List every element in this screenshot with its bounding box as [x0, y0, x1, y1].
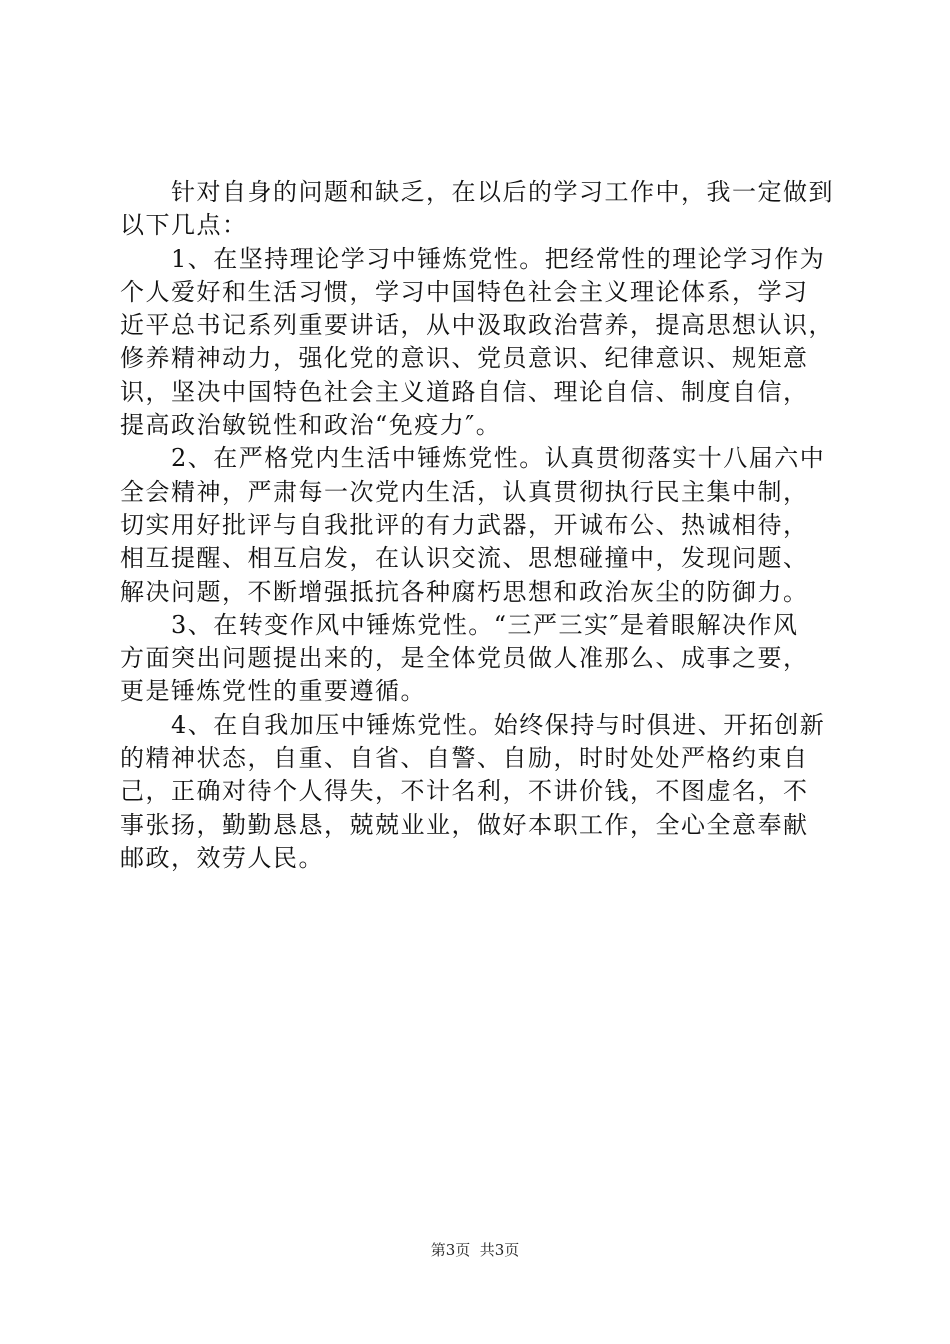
text-line: 相互提醒、相互启发，在认识交流、思想碰撞中，发现问题、: [120, 544, 809, 573]
text-line: 邮政，效劳人民。: [120, 843, 324, 872]
text-line: 修养精神动力，强化党的意识、党员意识、纪律意识、规矩意: [120, 344, 809, 373]
text-line: 己，正确对待个人得失，不计名利，不讲价钱，不图虚名，不: [120, 777, 809, 806]
text-line: 解决问题，不断增强抵抗各种腐朽思想和政治灰尘的防御力。: [120, 577, 809, 606]
text-line: 方面突出问题提出来的，是全体党员做人准那么、成事之要，: [120, 644, 809, 673]
text-line: 近平总书记系列重要讲话，从中汲取政治营养，提高思想认识，: [120, 311, 834, 340]
text-line: 个人爱好和生活习惯，学习中国特色社会主义理论体系，学习: [120, 277, 809, 306]
text-line: 以下几点：: [120, 211, 248, 240]
text-line: 全会精神，严肃每一次党内生活，认真贯彻执行民主集中制，: [120, 477, 809, 506]
text-line: 提高政治敏锐性和政治“免疫力″。: [120, 411, 502, 440]
text-line: 1、在坚持理论学习中锤炼党性。把经常性的理论学习作为: [120, 244, 826, 273]
text-line: 事张扬，勤勤恳恳，兢兢业业，做好本职工作，全心全意奉献: [120, 810, 809, 839]
document-body: [120, 176, 850, 875]
text-line: 针对自身的问题和缺乏，在以后的学习工作中，我一定做到: [120, 178, 834, 206]
text-line: 的精神状态，自重、自省、自警、自励，时时处处严格约束自: [120, 744, 809, 773]
page-number-footer: 第3页 共3页: [430, 1241, 520, 1259]
text-line: 2、在严格党内生活中锤炼党性。认真贯彻落实十八届六中: [120, 444, 826, 473]
text-line: 4、在自我加压中锤炼党性。始终保持与时俱进、开拓创新: [120, 710, 826, 739]
text-line: 切实用好批评与自我批评的有力武器，开诚布公、热诚相待，: [120, 510, 809, 539]
text-line: 识，坚决中国特色社会主义道路自信、理论自信、制度自信，: [120, 377, 809, 406]
text-line: 更是锤炼党性的重要遵循。: [120, 677, 426, 706]
text-line: 3、在转变作风中锤炼党性。“三严三实″是着眼解决作风: [120, 610, 799, 639]
